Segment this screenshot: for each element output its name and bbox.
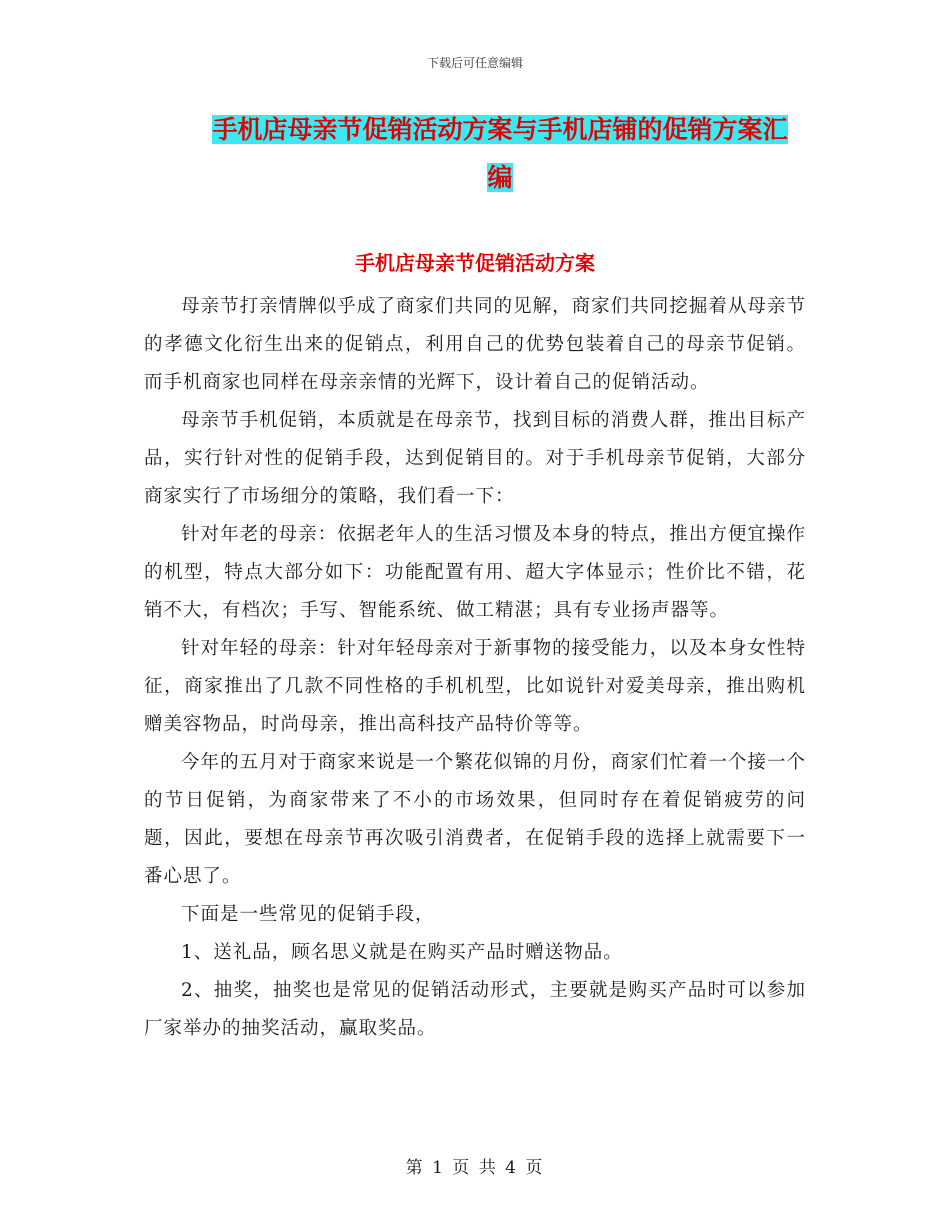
title-line-2: 编 bbox=[487, 163, 513, 192]
header-note: 下载后可任意编辑 bbox=[426, 56, 523, 70]
paragraph: 母亲节打亲情牌似乎成了商家们共同的见解，商家们共同挖掘着从母亲节的孝德文化衍生出来的促销点，利用自己的优势包装着自己的母亲节促销。而手机商家也同样在母亲亲情的光辉下，设计着自己的促销活动。 bbox=[144, 296, 806, 393]
page-number-footer: 第 1 页 共 4 页 bbox=[405, 1158, 545, 1178]
section-title: 手机店母亲节促销活动方案 bbox=[355, 251, 595, 275]
document-title bbox=[195, 106, 805, 202]
title-line-1: 手机店母亲节促销活动方案与手机店铺的促销方案汇 bbox=[212, 115, 788, 144]
paragraph: 针对年轻的母亲：针对年轻母亲对于新事物的接受能力，以及本身女性特征，商家推出了几款不同性格的手机机型，比如说针对爱美母亲，推出购机赠美容物品，时尚母亲，推出高科技产品特价等等。 bbox=[144, 638, 806, 735]
paragraph: 母亲节手机促销，本质就是在母亲节，找到目标的消费人群，推出目标产品，实行针对性的促销手段，达到促销目的。对于手机母亲节促销，大部分商家实行了市场细分的策略，我们看一下： bbox=[144, 410, 806, 507]
list-item: 1、送礼品，顾名思义就是在购买产品时赠送物品。 bbox=[181, 942, 623, 963]
list-item: 2、抽奖，抽奖也是常见的促销活动形式，主要就是购买产品时可以参加厂家举办的抽奖活动，赢取奖品。 bbox=[144, 980, 806, 1039]
paragraph: 下面是一些常见的促销手段， bbox=[181, 904, 435, 925]
paragraph: 针对年老的母亲：依据老年人的生活习惯及本身的特点，推出方便宜操作的机型，特点大部分如下：功能配置有用、超大字体显示；性价比不错，花销不大，有档次；手写、智能系统、做工精湛；具有专业扬声器等。 bbox=[144, 524, 806, 621]
paragraph: 今年的五月对于商家来说是一个繁花似锦的月份，商家们忙着一个接一个的节日促销，为商家带来了不小的市场效果，但同时存在着促销疲劳的问题，因此，要想在母亲节再次吸引消费者，在促销手段的选择上就需要下一番心思了。 bbox=[144, 752, 806, 887]
body-text bbox=[144, 288, 806, 1048]
